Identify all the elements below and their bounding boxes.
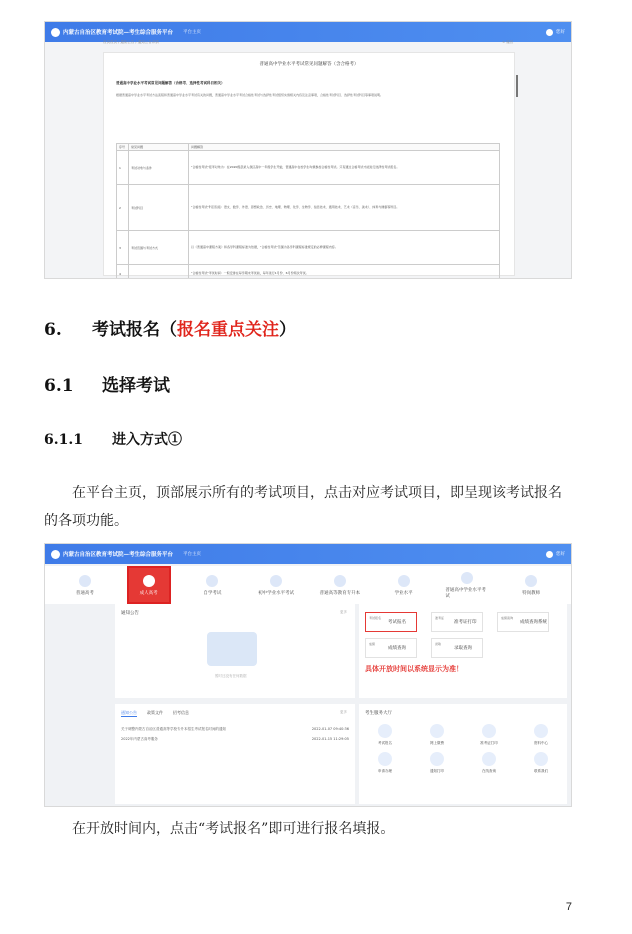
nav-item-self-study[interactable] — [190, 566, 234, 604]
table-cell: 以《普通高中课程方案》和各学科课程标准为依据，"合格性考试"范围为各学科课程标准规定的必修课程内容。 — [189, 231, 500, 265]
news-date: 2022-01-07 09:40:36 — [311, 727, 349, 731]
platform-header — [45, 22, 571, 42]
nav-label: 特岗教师 — [522, 590, 541, 596]
tile-label: 成绩查询 — [388, 646, 406, 651]
heading-number: 6. — [44, 320, 62, 340]
tab-policies[interactable]: 政策文件 — [147, 710, 163, 715]
news-title: 关于调整内蒙古自治区普通高等学校专升本招生考试报名时间的通知 — [121, 727, 226, 731]
nav-item-teacher[interactable] — [509, 566, 553, 604]
tile-tag: 考试报名 — [369, 616, 382, 620]
nav-label: 普通高中学业水平考试 — [445, 587, 486, 599]
exam-icon — [334, 575, 346, 587]
news-panel — [115, 704, 355, 804]
body-paragraph: 在开放时间内，点击“考试报名”即可进行报名填报。 — [72, 821, 395, 837]
contact-icon — [534, 752, 548, 766]
table-cell: 考试范围与考试方式 — [129, 231, 189, 265]
table-cell: 1 — [117, 151, 129, 185]
platform-logo-icon — [51, 28, 60, 37]
table-row — [117, 151, 500, 185]
tile-tag: 成绩查询 — [501, 616, 514, 620]
function-panel — [359, 604, 567, 698]
table-row — [117, 185, 500, 231]
tab-notices[interactable]: 通知公告 — [121, 710, 137, 715]
notice-content-panel — [103, 52, 515, 276]
section-heading-6 — [44, 315, 296, 340]
heading-text: 考试报名（ — [92, 320, 177, 340]
service-hall-panel — [359, 704, 567, 804]
tile-label: 成绩查询系统 — [520, 620, 547, 625]
service-online-query[interactable] — [463, 752, 515, 774]
service-ticket-print[interactable] — [463, 724, 515, 746]
news-tabs — [121, 710, 355, 717]
scrollbar[interactable] — [516, 75, 518, 97]
user-menu[interactable] — [546, 551, 565, 558]
nav-label: 成人高考 — [139, 590, 158, 596]
nav-label: 初中学业水平考试 — [258, 590, 295, 596]
table-row — [117, 231, 500, 265]
screenshot-platform-home — [44, 543, 572, 807]
service-label: 通知打印 — [430, 769, 444, 773]
service-notice-print[interactable] — [411, 752, 463, 774]
avatar-icon — [546, 551, 553, 558]
notice-intro: 根据普通高中学业水平考试方法流程和普通高中学业水平考试有关的问题，普通高中学业水平考试合格性考试与选择性考试组织实施相关内容及注意事项，合格性考试科目、选择性考试科目等事项说明。 — [116, 93, 384, 97]
list-item[interactable] — [121, 727, 349, 732]
table-row — [117, 265, 500, 280]
service-documents[interactable] — [515, 724, 567, 746]
service-label: 申请办理 — [378, 769, 392, 773]
heading-number: 6.1 — [44, 376, 74, 396]
section-heading-6-1-1 — [44, 429, 182, 449]
nav-label: 普通高考 — [75, 590, 94, 596]
service-application[interactable] — [359, 752, 411, 774]
body-paragraph: 在平台主页，顶部展示所有的考试项目，点击对应考试项目，即呈现该考试报名的各项功能。 — [44, 485, 562, 529]
heading-text: 选择考试 — [102, 376, 170, 396]
screenshot-notice-detail — [44, 21, 572, 279]
exam-icon — [398, 575, 410, 587]
nav-item-high-school[interactable] — [445, 566, 489, 604]
faq-table — [116, 143, 500, 279]
admission-query-tile[interactable] — [431, 638, 483, 658]
table-cell: "合格性考试"考试时间：一般安排在每学期末考试前，每年进行1月份、6月份两次考试。 — [189, 265, 500, 280]
platform-logo-icon — [51, 550, 60, 559]
empty-state-text: 暂时还没有任何数据 — [215, 674, 247, 678]
nav-item-upgrade[interactable] — [318, 566, 362, 604]
printer-icon — [482, 724, 496, 738]
nav-label: 学业水平 — [394, 590, 413, 596]
page-number: 7 — [565, 901, 572, 913]
panel-title: 通知公告 — [121, 611, 139, 616]
news-title: 2022年内蒙古高考服务 — [121, 737, 158, 741]
heading-highlight: 报名重点关注 — [177, 320, 279, 340]
tile-label: 录取查询 — [454, 646, 472, 651]
exam-icon — [143, 575, 155, 587]
table-header: 序号 — [117, 144, 129, 151]
tab-recruitment[interactable]: 招考信息 — [173, 710, 189, 715]
section-heading-6-1 — [44, 371, 170, 396]
avatar-icon — [546, 29, 553, 36]
notice-subheading: 普通高中学业水平考试常见问题解答（合格考、选择性考试科目相关） — [116, 81, 225, 85]
nav-item-middle-school[interactable] — [254, 566, 298, 604]
table-header: 问题解答 — [189, 144, 500, 151]
exam-icon — [461, 572, 473, 584]
table-cell: "合格性考试"科目包括：语文、数学、外语、思想政治、历史、地理、物理、化学、生物学、信息技术、通用技术、艺术（音乐、美术）、体育与健康等科目。 — [189, 185, 500, 231]
exam-registration-tile[interactable] — [365, 612, 417, 632]
score-query-tile[interactable] — [365, 638, 417, 658]
empty-illustration-icon — [207, 632, 257, 666]
document-icon — [534, 724, 548, 738]
table-header: 常见问题 — [129, 144, 189, 151]
service-label: 在线查询 — [482, 769, 496, 773]
list-item[interactable] — [121, 737, 349, 742]
exam-icon — [206, 575, 218, 587]
nav-item-academic[interactable] — [382, 566, 426, 604]
service-exam-registration[interactable] — [359, 724, 411, 746]
table-cell: 考试科目 — [129, 185, 189, 231]
open-time-notice: 具体开放时间以系统显示为准！ — [365, 665, 463, 673]
user-menu[interactable] — [546, 29, 565, 36]
graduation-cap-icon — [378, 724, 392, 738]
notice-panel — [115, 604, 355, 698]
heading-text-end: ） — [279, 320, 296, 340]
score-system-tile[interactable] — [497, 612, 549, 632]
nav-item-adult-exam[interactable] — [127, 566, 171, 604]
nav-label: 自学考试 — [203, 590, 222, 596]
service-label: 准考证打印 — [480, 741, 498, 745]
tile-tag: 成绩 — [369, 642, 376, 646]
print-notice-icon — [430, 752, 444, 766]
notice-title: 普通高中学业水平考试常见问题解答（含合格考） — [259, 62, 359, 67]
graduation-cap-icon — [525, 575, 537, 587]
platform-header — [45, 544, 571, 564]
service-contact[interactable] — [515, 752, 567, 774]
tile-label: 准考证打印 — [454, 620, 477, 625]
table-cell: 4 — [117, 265, 129, 280]
service-grid — [359, 724, 567, 774]
platform-title: 内蒙古自治区教育考试院—考生综合服务平台 — [63, 552, 174, 558]
admission-ticket-tile[interactable] — [431, 612, 483, 632]
service-label: 考试报名 — [378, 741, 392, 745]
heading-text: 进入方式① — [112, 432, 182, 448]
panel-title: 考生服务大厅 — [365, 711, 392, 716]
exam-icon — [79, 575, 91, 587]
back-link[interactable]: < 返回 — [501, 40, 513, 44]
grid-icon — [482, 752, 496, 766]
nav-label: 普通高等教育专升本 — [319, 590, 361, 596]
table-cell: 考试对象与条件 — [129, 151, 189, 185]
table-cell: "合格性考试"报考对象为：在2020级起录入我区高中一年级学生开始，普通高中在校学生均须参加合格性考试。只有通过合格考试才能进行选择性考试报名。 — [189, 151, 500, 185]
service-label: 联系我们 — [534, 769, 548, 773]
service-label: 资料中心 — [534, 741, 548, 745]
table-cell — [129, 265, 189, 280]
payment-icon — [430, 724, 444, 738]
heading-number: 6.1.1 — [44, 432, 83, 448]
breadcrumb: 首页首页 / 通知公告 / 通知公告详情 — [103, 40, 159, 44]
nav-item-gaokao[interactable] — [63, 566, 107, 604]
news-date: 2022-01-15 11:29:05 — [311, 737, 349, 741]
user-label: 您好 — [556, 30, 565, 35]
more-link[interactable]: 更多 — [340, 610, 347, 614]
home-link[interactable]: 平台主页 — [183, 30, 202, 35]
news-list — [121, 727, 349, 742]
home-link[interactable]: 平台主页 — [183, 552, 202, 557]
tile-tag: 录取 — [435, 642, 442, 646]
user-label: 您好 — [556, 552, 565, 557]
tile-label: 考试报名 — [388, 620, 406, 625]
exam-icon — [270, 575, 282, 587]
tile-tag: 准考证 — [435, 616, 445, 620]
service-label: 网上缴费 — [430, 741, 444, 745]
table-cell: 2 — [117, 185, 129, 231]
form-icon — [378, 752, 392, 766]
service-payment[interactable] — [411, 724, 463, 746]
platform-title: 内蒙古自治区教育考试院—考生综合服务平台 — [63, 30, 174, 36]
more-link[interactable]: 更多 — [340, 710, 347, 714]
exam-nav — [45, 566, 571, 604]
table-cell: 3 — [117, 231, 129, 265]
